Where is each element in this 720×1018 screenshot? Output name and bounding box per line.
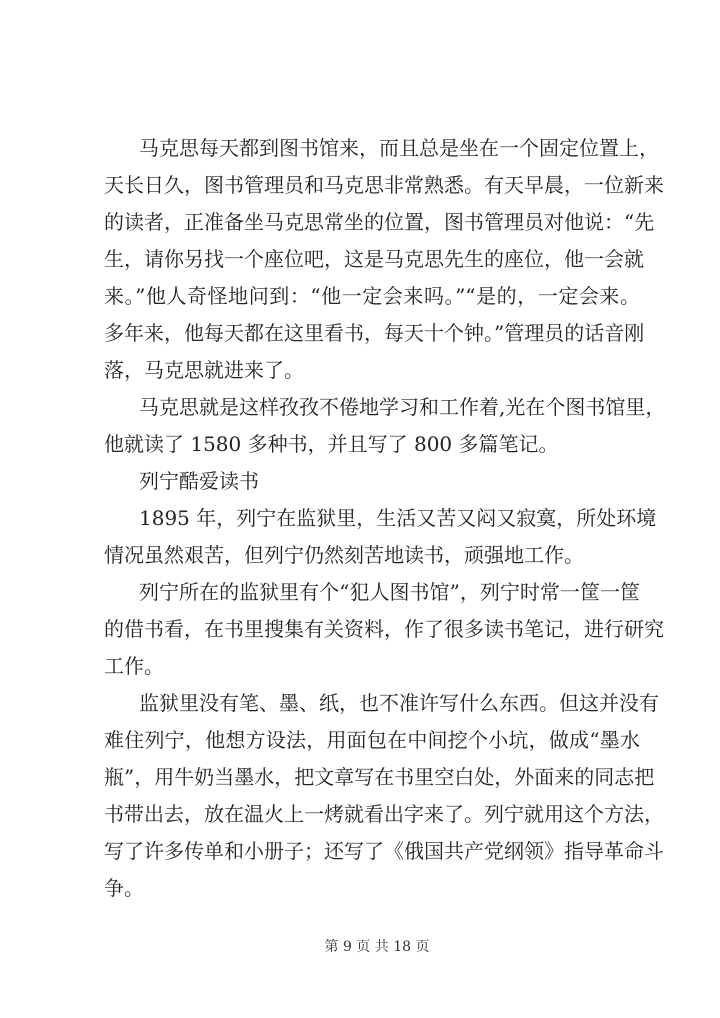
text-line: 天长日久，图书管理员和马克思非常熟悉。有天早晨，一位新来 (104, 173, 664, 197)
text-line: 情况虽然艰苦，但列宁仍然刻苦地读书，顽强地工作。 (104, 543, 584, 567)
section-heading (104, 463, 640, 500)
text-line: 来。”他人奇怪地问到：“他一定会来吗。”“是的，一定会来。 (104, 284, 640, 308)
text-line: 瓶”，用牛奶当墨水，把文章写在书里空白处，外面来的同志把 (104, 765, 655, 789)
paragraph (104, 500, 657, 574)
text-line: 的读者，正准备坐马克思常坐的位置，图书管理员对他说：“先 (104, 210, 655, 234)
text-line: 马克思每天都到图书馆来，而且总是坐在一个固定位置上， (139, 136, 659, 160)
paragraph (104, 574, 664, 685)
text-line: 争。 (104, 876, 144, 900)
text-line: 难住列宁，他想方设法，用面包在中间挖个小坑，做成“墨水 (104, 728, 640, 752)
text-line: 马克思就是这样孜孜不倦地学习和工作着,光在个图书馆里， (139, 395, 666, 419)
text-line: 他就读了 1580 多种书，并且写了 800 多篇笔记。 (104, 432, 559, 456)
text-line: 书带出去，放在温火上一烤就看出字来了。列宁就用这个方法， (104, 802, 664, 826)
text-line: 多年来，他每天都在这里看书，每天十个钟。”管理员的话音刚 (104, 321, 645, 345)
paragraph (104, 685, 664, 907)
paragraph (104, 130, 664, 389)
text-line: 列宁酷爱读书 (139, 469, 259, 493)
text-line: 的借书看，在书里搜集有关资料，作了很多读书笔记，进行研究 (104, 617, 664, 641)
text-line: 工作。 (104, 654, 164, 678)
text-line: 列宁所在的监狱里有个“犯人图书馆”，列宁时常一筐一筐 (139, 580, 640, 604)
text-line: 落，马克思就进来了。 (104, 358, 304, 382)
document-body (104, 130, 666, 907)
text-line: 写了许多传单和小册子；还写了《俄国共产党纲领》指导革命斗 (104, 839, 664, 863)
text-line: 监狱里没有笔、墨、纸，也不准许写什么东西。但这并没有 (139, 691, 659, 715)
text-line: 生，请你另找一个座位吧，这是马克思先生的座位，他一会就 (104, 247, 644, 271)
paragraph (104, 389, 666, 463)
page-number-footer: 第 9 页 共 18 页 (324, 939, 430, 955)
text-line: 1895 年，列宁在监狱里，生活又苦又闷又寂寞，所处环境 (139, 506, 657, 530)
